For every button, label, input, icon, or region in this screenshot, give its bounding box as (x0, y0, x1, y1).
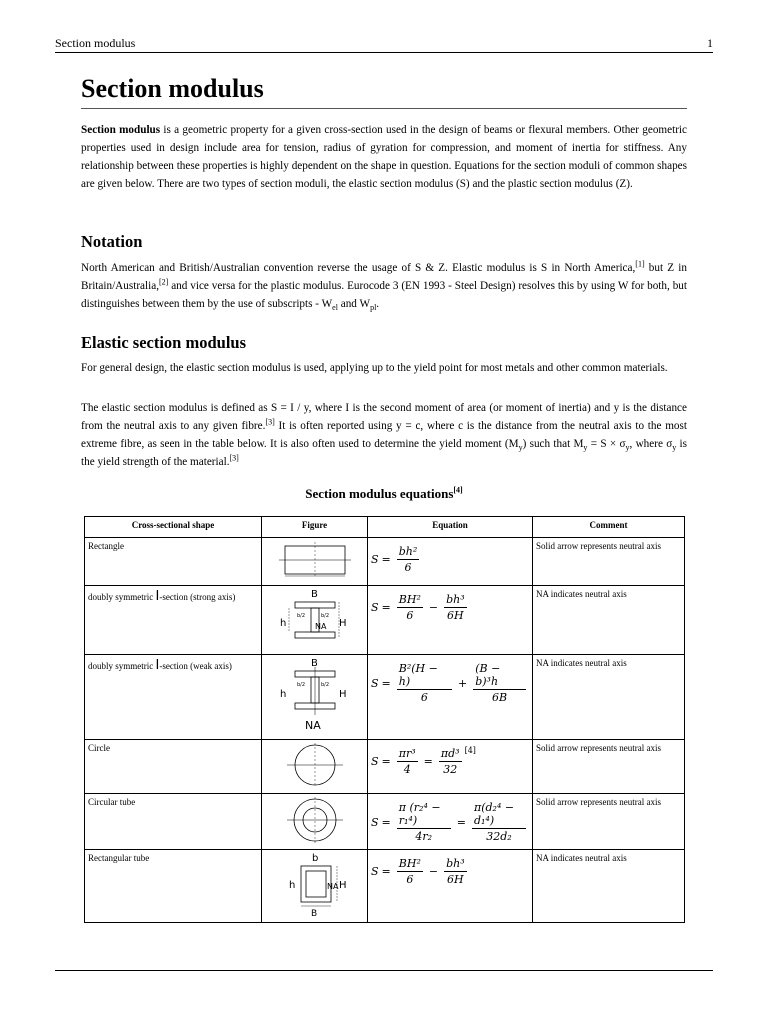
comment-cell: Solid arrow represents neutral axis (533, 538, 685, 586)
shape-cell: Circular tube (85, 794, 262, 850)
label-H: H (338, 618, 347, 629)
elastic-text-d: = S × σ (587, 438, 626, 450)
section-modulus-table (84, 516, 685, 923)
equation: S = $\frac{\text{BH²}}{6}$ − $\frac{\text{bh³}}{6H}$ (371, 593, 465, 622)
notation-text-3: and vice versa for the plastic modulus. Eurocode 3 (EN 1993 - Steel Design) resolves this by using W for both, but distinguishes between them by the use of subscripts - W (81, 280, 687, 310)
i-section-strong-figure (275, 588, 355, 650)
caption-text: Section modulus equations (305, 486, 454, 501)
label-b2: b/2 (296, 682, 305, 688)
label-h: h (288, 880, 295, 891)
elastic-paragraph-2 (81, 399, 687, 471)
equation: S = $\frac{\text{B²(H − h)}}{6}$ + $\frac{\text{(B − b)³h}}{6B}$ (371, 658, 529, 704)
intro-paragraph (81, 121, 687, 193)
label-b2: b/2 (320, 682, 329, 688)
notation-text-1: North American and British/Australian convention reverse the usage of S & Z. Elastic modulus is S in North America, (81, 262, 636, 274)
elastic-paragraph-1: For general design, the elastic section modulus is used, applying up to the yield point for most metals and other common materials. (81, 362, 668, 374)
label-B: B (310, 909, 317, 918)
footer-divider (55, 970, 713, 971)
equation-cell (368, 538, 533, 586)
ref-link-2[interactable]: [2] (159, 277, 169, 287)
label-B: B (310, 658, 318, 669)
table-row (85, 794, 685, 850)
equation: S = $\frac{\text{πr³}}{4}$ = $\frac{\text{πd³}}{32}$ [4] (371, 746, 476, 776)
label-B: B (310, 589, 318, 600)
elastic-text-c: ) such that M (522, 438, 584, 450)
figure-cell (262, 794, 368, 850)
circle-figure (275, 742, 355, 788)
intro-term: Section modulus (81, 124, 161, 136)
table-row (85, 655, 685, 740)
elastic-heading: Elastic section modulus (81, 333, 247, 352)
notation-text-4: and W (337, 298, 371, 310)
subscript-y: y (672, 443, 677, 453)
shape-cell: Rectangular tube (85, 850, 262, 923)
figure-cell (262, 655, 368, 740)
table-row (85, 850, 685, 923)
elastic-text-a: The elastic section modulus is defined as S = I / y, where I is the second moment of area (or moment of inertia) and y is the distance from the neutral axis to any given fibre. (81, 402, 687, 432)
label-b2: b/2 (296, 613, 305, 619)
table-row (85, 740, 685, 794)
label-H: H (338, 880, 347, 891)
label-b: b (311, 853, 318, 864)
subscript-y: y (625, 443, 630, 453)
label-NA: NA (314, 622, 326, 631)
label-b2: b/2 (320, 613, 329, 619)
figure-cell (262, 740, 368, 794)
subscript-y: y (583, 443, 588, 453)
elastic-text-f: is the yield strength of the material. (81, 438, 687, 468)
figure-cell (262, 538, 368, 586)
column-header: Figure (262, 517, 368, 538)
column-header: Cross-sectional shape (85, 517, 262, 538)
notation-heading: Notation (81, 232, 143, 251)
column-header: Equation (368, 517, 533, 538)
equation: S = $\frac{\text{bh²}}{6}$ (371, 545, 418, 574)
label-h: h (279, 618, 286, 629)
comment-cell: NA indicates neutral axis (533, 586, 685, 655)
table-header-row (85, 517, 685, 538)
comment-cell: NA indicates neutral axis (533, 850, 685, 923)
shape-text: doubly symmetric (88, 592, 156, 602)
figure-cell (262, 850, 368, 923)
label-h: h (279, 689, 286, 700)
i-section-weak-figure (275, 657, 355, 735)
elastic-text-e: , where σ (629, 438, 673, 450)
equation-ref-link[interactable]: [4] (464, 746, 476, 755)
circular-tube-figure (275, 796, 355, 844)
page-number: 1 (707, 36, 713, 50)
running-header (55, 36, 713, 53)
ref-link-3[interactable]: [3] (265, 417, 275, 427)
i-glyph: I (155, 589, 160, 604)
rectangle-figure (275, 540, 355, 580)
page-title: Section modulus (81, 74, 687, 109)
label-H: H (338, 689, 347, 700)
ref-link-4[interactable]: [3] (229, 453, 239, 463)
column-header: Comment (533, 517, 685, 538)
ref-link-1[interactable]: [1] (635, 259, 645, 269)
notation-paragraph (81, 259, 687, 313)
comment-cell: Solid arrow represents neutral axis (533, 740, 685, 794)
shape-cell (85, 586, 262, 655)
subscript-el: el (332, 303, 338, 313)
label-NA: NA (304, 719, 321, 732)
equation-cell (368, 586, 533, 655)
intro-text: is a geometric property for a given cross-section used in the design of beams or flexural members. Other geometric properties used in design include area for tension, radius of gyration for compression, and moment of inertia for stiffness. Any relationship between these properties is highly dependent on the shape in question. Equations for the section moduli of common shapes are given below. There are two types of section moduli, the elastic section modulus (S) and the plastic section modulus (Z). (81, 124, 687, 190)
notation-text-2: but Z in Britain/Australia, (81, 262, 687, 292)
table-caption (81, 486, 687, 502)
label-NA: NA (326, 882, 338, 891)
equation-cell (368, 740, 533, 794)
figure-cell (262, 586, 368, 655)
elastic-text-b: It is often reported using y = c, where c is the distance from the neutral axis to the most extreme fibre, as seen in the table below. It is also often used to determine the yield moment (M (81, 420, 687, 450)
shape-cell: Circle (85, 740, 262, 794)
equation: S = $\frac{\text{BH²}}{6}$ − $\frac{\text{bh³}}{6H}$ (371, 857, 465, 886)
equation-cell (368, 794, 533, 850)
equation-cell (368, 655, 533, 740)
i-glyph: I (155, 658, 160, 673)
comment-cell: NA indicates neutral axis (533, 655, 685, 740)
caption-ref-link[interactable]: [4] (453, 485, 463, 495)
table-row (85, 586, 685, 655)
shape-cell (85, 655, 262, 740)
header-title: Section modulus (55, 36, 136, 50)
equation-cell (368, 850, 533, 923)
subscript-pl: pl (370, 303, 377, 313)
equation: S = $\frac{\text{π (r₂⁴ − r₁⁴)}}{\text{4r₂}}$ = $\frac{\text{π(d₂⁴ − d₁⁴)}}{\text{32d₂}}$ (371, 797, 529, 843)
shape-text: -section (weak axis) (159, 661, 232, 671)
shape-text: -section (strong axis) (159, 592, 236, 602)
subscript-y: y (518, 443, 523, 453)
comment-cell: Solid arrow represents neutral axis (533, 794, 685, 850)
rectangular-tube-figure (275, 852, 355, 918)
shape-text: doubly symmetric (88, 661, 156, 671)
notation-text-5: . (376, 298, 380, 310)
table-row (85, 538, 685, 586)
shape-cell: Rectangle (85, 538, 262, 586)
